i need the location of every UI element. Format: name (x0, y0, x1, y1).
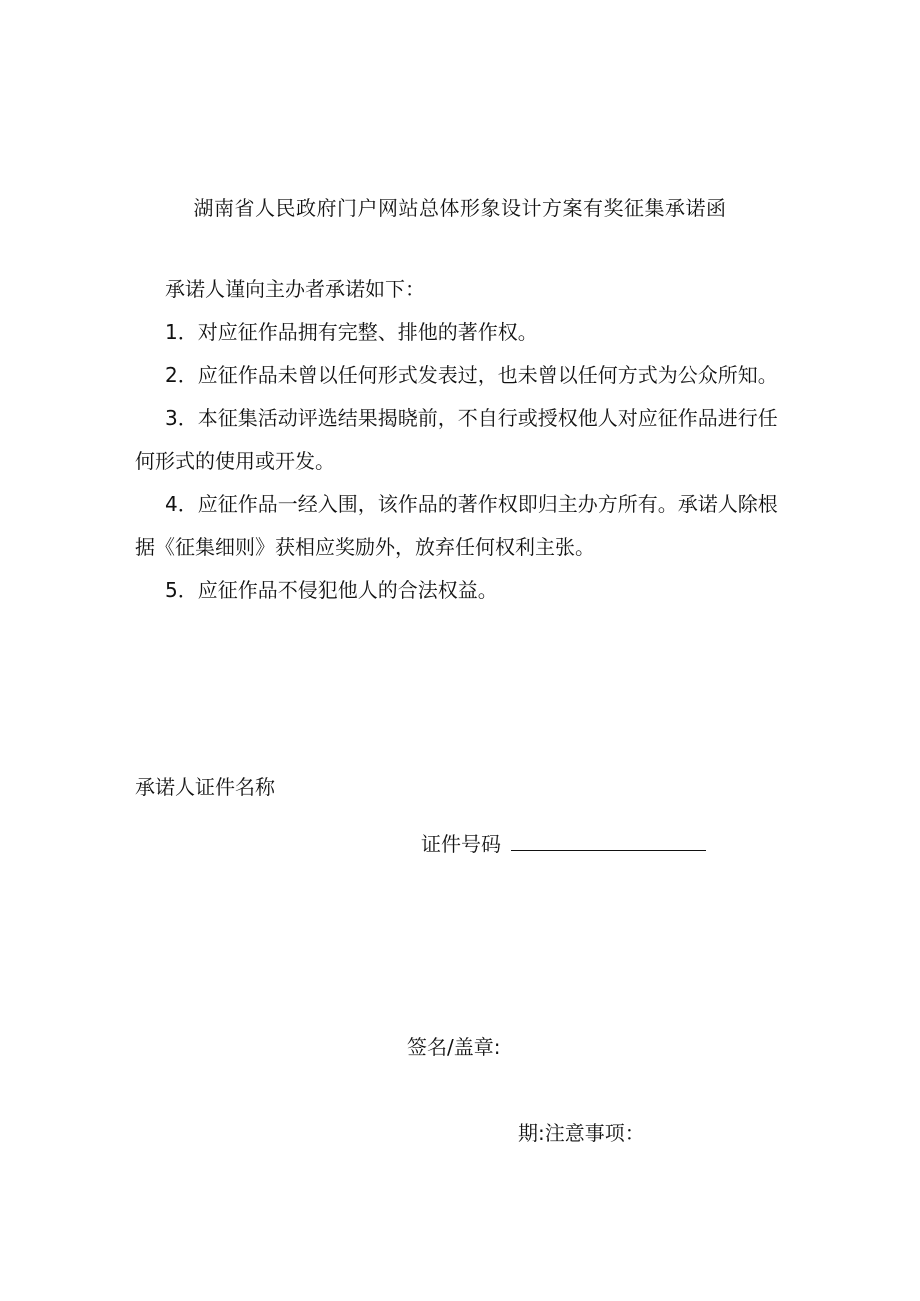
signature-label: 签名/盖章: (407, 1035, 501, 1059)
document-title: 湖南省人民政府门户网站总体形象设计方案有奖征集承诺函 (193, 196, 727, 220)
id-number-label: 证件号码 (421, 832, 501, 856)
commitment-item-2: 2．应征作品未曾以任何形式发表过，也未曾以任何方式为公众所知。 (165, 363, 778, 387)
intro-paragraph: 承诺人谨向主办者承诺如下： (165, 277, 425, 301)
commitment-item-4: 4．应征作品一经入围，该作品的著作权即归主办方所有。承诺人除根据《征集细则》获相应奖励外，放弃任何权利主张。 (135, 492, 778, 559)
id-number-blank (511, 832, 706, 851)
commitment-body (135, 268, 795, 612)
id-name-label: 承诺人证件名称 (135, 775, 275, 799)
commitment-item-1: 1．对应征作品拥有完整、排他的著作权。 (165, 320, 538, 344)
commitment-item-3: 3．本征集活动评选结果揭晓前，不自行或授权他人对应征作品进行任何形式的使用或开发。 (135, 406, 778, 473)
commitment-item-5: 5．应征作品不侵犯他人的合法权益。 (165, 578, 498, 602)
date-notes-label: 期:注意事项： (518, 1121, 645, 1145)
id-number-row (421, 828, 706, 857)
